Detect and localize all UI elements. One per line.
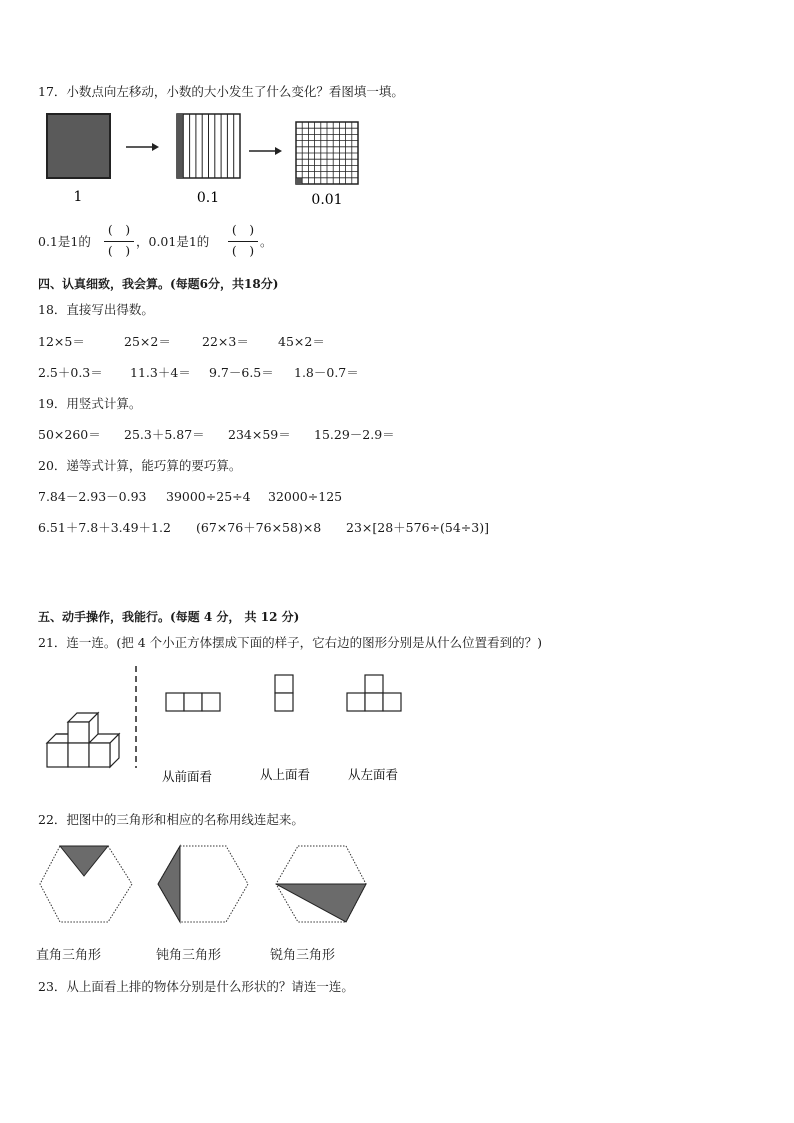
hexagon-1 (40, 846, 132, 922)
label-0-1: 0.1 (196, 190, 220, 206)
q17-fill-part2: ，0.01是1的 (136, 234, 210, 249)
q19-item-3: 234×59＝ (228, 427, 291, 442)
hexagon-2 (158, 846, 248, 922)
q19-item-1: 50×260＝ (38, 427, 101, 442)
q20-item-2: 39000÷25÷4 (166, 489, 251, 504)
whole-square (47, 114, 110, 178)
section5-heading: 五、动手操作，我能行。(每题 4 分， 共 12 分) (38, 610, 300, 624)
cube-stack-drawing (47, 713, 119, 767)
q17-fill-end: 。 (260, 234, 273, 249)
label-1: 1 (73, 189, 83, 205)
view-three-in-row[interactable] (166, 693, 220, 711)
decimal-grid-figure (40, 108, 380, 208)
label-0-01: 0.01 (311, 192, 343, 208)
arrow-head-icon-2 (275, 147, 282, 155)
view-t-shape[interactable] (347, 675, 401, 711)
q18-item-8: 1.8－0.7＝ (294, 365, 359, 380)
q20-item-5: (67×76＋76×58)×8 (196, 520, 322, 535)
q19-title: 19．用竖式计算。 (38, 396, 142, 411)
q18-item-3: 22×3＝ (202, 334, 249, 349)
q20-title: 20．递等式计算，能巧算的要巧算。 (38, 458, 242, 473)
hundredths-square (296, 122, 358, 184)
q20-item-6: 23×[28＋576÷(54÷3)] (346, 520, 489, 535)
view-label-top: 从上面看 (260, 767, 311, 782)
q20-item-3: 32000÷125 (268, 489, 343, 504)
q18-item-1: 12×5＝ (38, 334, 85, 349)
view-label-front: 从前面看 (162, 769, 213, 784)
q18-item-4: 45×2＝ (278, 334, 325, 349)
q19-item-2: 25.3＋5.87＝ (124, 427, 205, 442)
view-label-left: 从左面看 (348, 767, 399, 782)
view-two-stacked[interactable] (275, 675, 293, 711)
q22-title: 22．把图中的三角形和相应的名称用线连起来。 (38, 812, 304, 827)
hexagon-3 (276, 846, 366, 922)
q21-title: 21．连一连。(把 4 个小正方体摆成下面的样子，它右边的图形分别是从什么位置看到的？) (38, 635, 543, 650)
cube-views-figure (40, 660, 420, 790)
q20-item-4: 6.51＋7.8＋3.49＋1.2 (38, 520, 171, 535)
name-obtuse-triangle[interactable]: 钝角三角形 (156, 948, 222, 963)
q18-title: 18．直接写出得数。 (38, 302, 154, 317)
tenths-square (177, 114, 240, 178)
q18-item-6: 11.3＋4＝ (130, 365, 191, 380)
q17-title: 17．小数点向左移动，小数的大小发生了什么变化？看图填一填。 (38, 84, 404, 99)
q20-item-1: 7.84－2.93－0.93 (38, 489, 147, 504)
q18-item-5: 2.5＋0.3＝ (38, 365, 103, 380)
arrow-head-icon (152, 143, 159, 151)
q18-item-7: 9.7－6.5＝ (209, 365, 274, 380)
name-acute-triangle[interactable]: 锐角三角形 (270, 948, 336, 963)
obtuse-triangle-shape[interactable] (158, 846, 180, 922)
hexagons-figure (36, 840, 376, 930)
q17-fill-part1: 0.1是1的 (38, 234, 91, 249)
section4-heading: 四、认真细致，我会算。(每题6分，共18分) (38, 277, 279, 291)
q19-item-4: 15.29－2.9＝ (314, 427, 395, 442)
name-right-triangle[interactable]: 直角三角形 (36, 948, 102, 963)
q18-item-2: 25×2＝ (124, 334, 171, 349)
q23-title: 23．从上面看上排的物体分别是什么形状的？请连一连。 (38, 979, 354, 994)
